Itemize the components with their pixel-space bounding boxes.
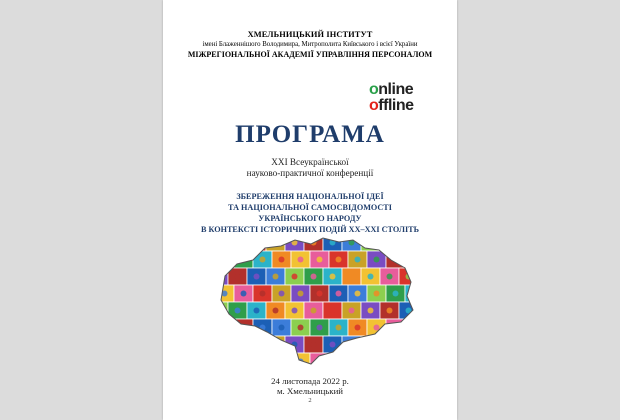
conference-number: XXI Всеукраїнської: [271, 157, 349, 167]
institute-named-after: імені Блаженнішого Володимира, Митрополита Київського і всієї України: [202, 41, 418, 48]
conference-city: м. Хмельницький: [276, 386, 343, 396]
program-title: ПРОГРАМА: [235, 121, 385, 148]
academy-name: МІЖРЕГІОНАЛЬНОЇ АКАДЕМІЇ УПРАВЛІННЯ ПЕРСОНАЛОМ: [187, 50, 433, 59]
theme-line-1: ЗБЕРЕЖЕННЯ НАЦІОНАЛЬНОЇ ІДЕЇ: [236, 192, 384, 201]
logo-online-text: nline: [378, 81, 414, 98]
institute-name: ХМЕЛЬНИЦЬКИЙ ІНСТИТУТ: [247, 30, 373, 39]
document-page: [163, 0, 457, 420]
logo-online-mark: o: [369, 81, 379, 98]
online-offline-logo: [369, 82, 439, 116]
theme-line-4: В КОНТЕКСТІ ІСТОРИЧНИХ ПОДІЙ ХХ–ХХІ СТОЛІТЬ: [200, 225, 420, 234]
logo-offline: [369, 98, 414, 114]
logo-offline-text: ffline: [378, 97, 414, 114]
page-number: 2: [308, 397, 312, 404]
conference-type: науково-практичної конференції: [246, 168, 374, 178]
theme-line-3: УКРАЇНСЬКОГО НАРОДУ: [258, 214, 362, 223]
theme-line-2: ТА НАЦІОНАЛЬНОЇ САМОСВІДОМОСТІ: [228, 203, 392, 212]
logo-online: [369, 82, 413, 98]
ukraine-oblast-coats-of-arms-map-icon: [215, 234, 415, 368]
conference-date: 24 листопада 2022 р.: [271, 376, 349, 386]
logo-offline-mark: o: [369, 97, 379, 114]
